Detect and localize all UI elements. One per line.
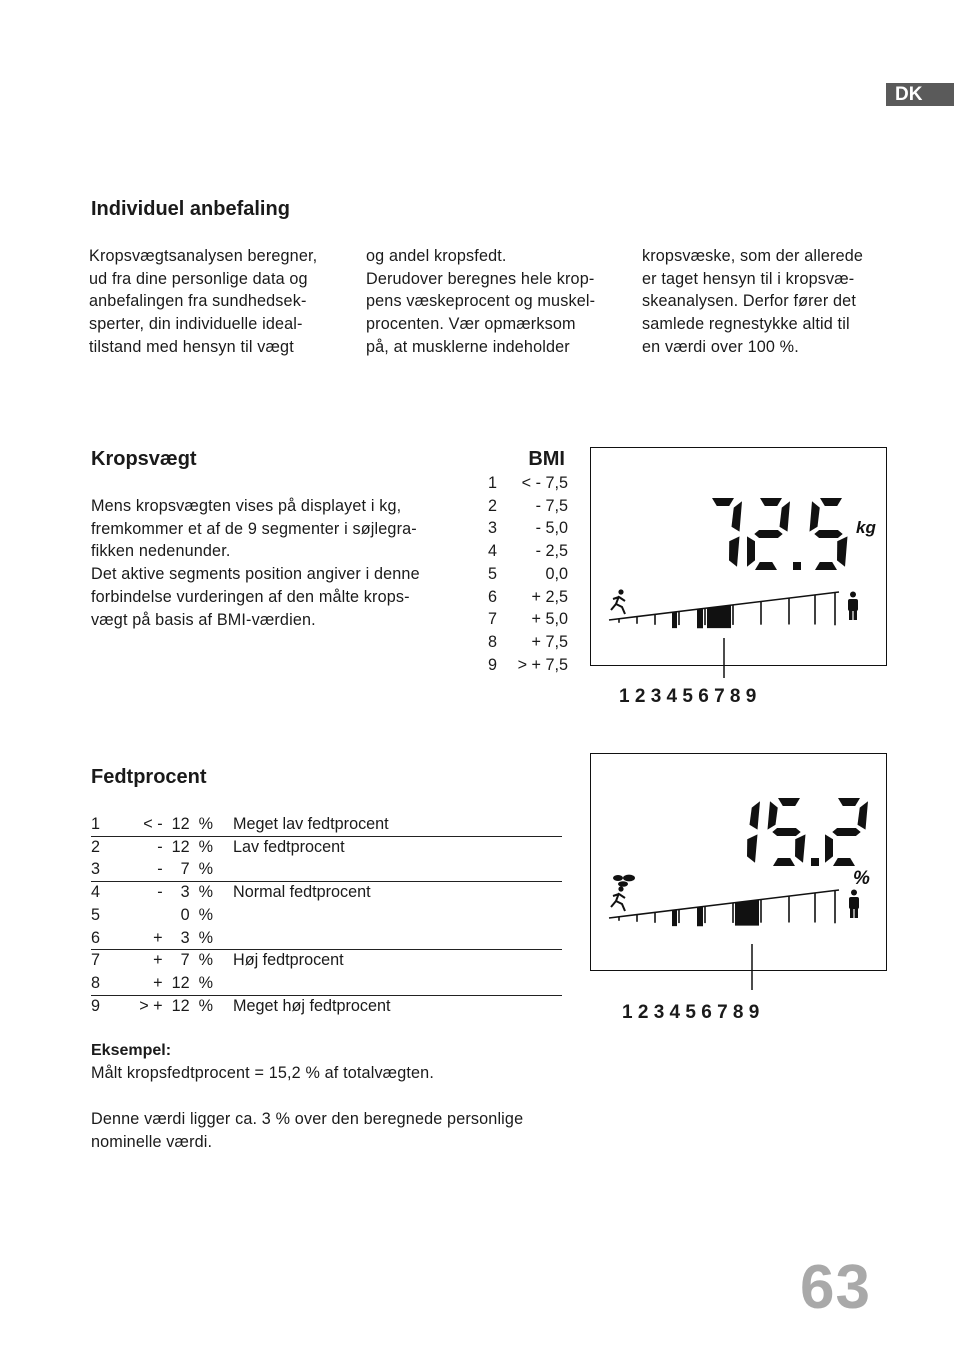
lcd-segment (810, 501, 820, 531)
intro-column-1: Kropsvægtsanalysen beregner, ud fra dine personlige data og anbefalingen fra sundhedsek- sperter, din individuelle ideal- tilstand med hensyn til vægt (89, 247, 318, 356)
fat-row-label: Meget høj fedtprocent (233, 996, 391, 1015)
standing-person-icon (849, 890, 859, 919)
bmi-row-value: + 7,5 (531, 632, 568, 651)
fat-row-number: 7 (91, 951, 101, 970)
running-person-icon (611, 886, 625, 911)
example-line: Målt kropsfedtprocent = 15,2 % af totalvægten. (91, 1064, 434, 1082)
fat-table-row (91, 836, 562, 859)
intro-column-3: kropsvæske, som der allerede er taget hensyn til i kropsvæ- skeanalysen. Derfor fører det samlede regnestykke altid til en værdi over 100 %. (642, 247, 864, 356)
weight-heading: Kropsvægt (91, 448, 197, 470)
fat-row-number: 3 (91, 860, 101, 879)
bar-graph-segment (707, 605, 731, 628)
fat-row-number: 8 (91, 973, 101, 992)
lcd-segment (732, 501, 743, 531)
bmi-row-value: - 5,0 (535, 519, 568, 538)
example-note: Denne værdi ligger ca. 3 % over den beregnede personlige nominelle værdi. (91, 1110, 524, 1151)
fat-table-row (91, 881, 562, 904)
running-person-icon (611, 589, 625, 614)
language-tab: DK (886, 83, 954, 106)
fat-table-row (91, 813, 562, 836)
weight-segment-scale: 1 2 3 4 5 6 7 8 9 (619, 686, 757, 707)
weight-pointer-line (720, 638, 730, 680)
bmi-row-number: 5 (488, 564, 498, 583)
page-number: 63 (800, 1253, 871, 1322)
fat-table-row (91, 949, 562, 972)
fat-row-label: Høj fedtprocent (233, 951, 344, 970)
lcd-digit (747, 801, 760, 863)
weight-display (590, 447, 887, 666)
fat-row-label: Lav fedtprocent (233, 837, 345, 856)
fat-heading: Fedtprocent (91, 766, 207, 788)
bmi-row-value: + 2,5 (531, 587, 568, 606)
lcd-segment (712, 498, 734, 506)
bmi-row-value: + 5,0 (531, 610, 568, 629)
bubbles-icon (613, 875, 635, 887)
weight-text: Mens kropsvægten vises på displayet i kg, fremkommer et af de 9 segmenter i søjlegra- fikken nedenunder. Det aktive segments position angiver i denne forbindelse vurderingen af den målte krops- vægt på basis af BMI-værdien. (91, 497, 420, 629)
intro-heading: Individuel anbefaling (91, 198, 290, 220)
lcd-segment (838, 798, 860, 806)
lcd-digit (768, 798, 806, 866)
fat-group-divider (91, 949, 562, 950)
bmi-row-value: - 7,5 (535, 496, 568, 515)
bmi-title: BMI (528, 448, 565, 470)
bar-graph-segment (735, 900, 759, 926)
bmi-row-number: 8 (488, 632, 498, 651)
intro-column-2: og andel kropsfedt. Derudover beregnes hele krop- pens væskeprocent og muskel- procenten. Vær opmærksom på, at musklerne indeholder (366, 247, 596, 356)
lcd-segment (754, 530, 782, 538)
bar-graph-segment (672, 612, 677, 628)
lcd-digit (712, 498, 742, 567)
bmi-row-number: 9 (488, 655, 498, 674)
lcd-segment (858, 801, 869, 829)
fat-row-number: 9 (91, 996, 101, 1015)
lcd-segment (832, 828, 860, 836)
fat-pointer-line (748, 944, 758, 992)
example-title: Eksempel: (91, 1042, 172, 1059)
lcd-segment (833, 858, 855, 866)
bmi-row-number: 1 (488, 474, 498, 492)
bmi-row-number: 4 (488, 542, 498, 561)
lcd-segment (750, 801, 761, 829)
lcd-segment (780, 501, 791, 531)
bmi-row-value: > + 7,5 (517, 655, 568, 674)
fat-table-row (91, 927, 562, 950)
fat-row-value: - 12 % (157, 837, 213, 856)
fat-group-divider (91, 881, 562, 882)
lcd-segment (820, 498, 842, 506)
fat-unit-label: % (853, 868, 870, 889)
fat-row-number: 5 (91, 905, 101, 924)
fat-row-value: < - 12 % (143, 815, 213, 833)
bar-graph-segment (672, 910, 677, 926)
fat-row-number: 4 (91, 883, 101, 902)
lcd-digit (825, 798, 868, 866)
lcd-segment (814, 530, 842, 538)
lcd-segment (773, 858, 795, 866)
standing-person-icon (848, 592, 858, 621)
fat-row-value: + 12 % (153, 973, 213, 992)
lcd-decimal-point (793, 562, 801, 570)
lcd-segment (772, 828, 800, 836)
lcd-segment (768, 801, 778, 829)
lcd-segment (747, 536, 755, 566)
lcd-segment (825, 834, 833, 862)
bmi-row-number: 2 (488, 496, 498, 515)
lcd-segment (755, 562, 777, 570)
bmi-row-number: 7 (488, 610, 498, 629)
fat-group-divider (91, 836, 562, 837)
fat-row-value: > + 12 % (139, 996, 213, 1015)
lcd-decimal-point (811, 858, 819, 866)
fat-table-row (91, 972, 562, 995)
fat-row-number: 1 (91, 815, 101, 833)
fat-row-value: - 7 % (157, 860, 213, 879)
fat-table-row (91, 995, 562, 1018)
lcd-segment (760, 498, 782, 506)
fat-row-number: 6 (91, 928, 101, 947)
fat-group-divider (91, 995, 562, 996)
fat-row-label: Meget lav fedtprocent (233, 815, 389, 833)
lcd-digit (810, 498, 848, 570)
bar-graph-segment (697, 907, 703, 927)
bar-graph-baseline (609, 890, 839, 918)
fat-segment-scale: 1 2 3 4 5 6 7 8 9 (622, 1002, 760, 1023)
weight-display-graphic (591, 448, 885, 664)
fat-table-row (91, 858, 562, 881)
bmi-row-value: - 2,5 (535, 542, 568, 561)
fat-row-value: + 3 % (153, 928, 213, 947)
bar-graph-segment (697, 609, 703, 629)
lcd-segment (729, 536, 740, 566)
fat-row-value: 0 % (180, 905, 213, 924)
bmi-row-value: < - 7,5 (521, 474, 568, 492)
fat-display-graphic (591, 754, 885, 969)
fat-row-value: + 7 % (153, 951, 213, 970)
weight-unit-label: kg (856, 518, 876, 537)
bmi-row-number: 6 (488, 587, 498, 606)
lcd-segment (815, 562, 837, 570)
fat-row-label: Normal fedtprocent (233, 883, 371, 902)
bmi-row-number: 3 (488, 519, 498, 538)
lcd-digit (747, 498, 790, 570)
lcd-segment (837, 536, 848, 566)
fat-row-value: - 3 % (157, 883, 213, 902)
bmi-row-value: 0,0 (545, 564, 568, 583)
fat-table-row (91, 904, 562, 927)
fat-display (590, 753, 887, 971)
lcd-segment (778, 798, 800, 806)
lcd-segment (795, 834, 806, 862)
fat-row-number: 2 (91, 837, 101, 856)
lcd-segment (747, 834, 758, 862)
